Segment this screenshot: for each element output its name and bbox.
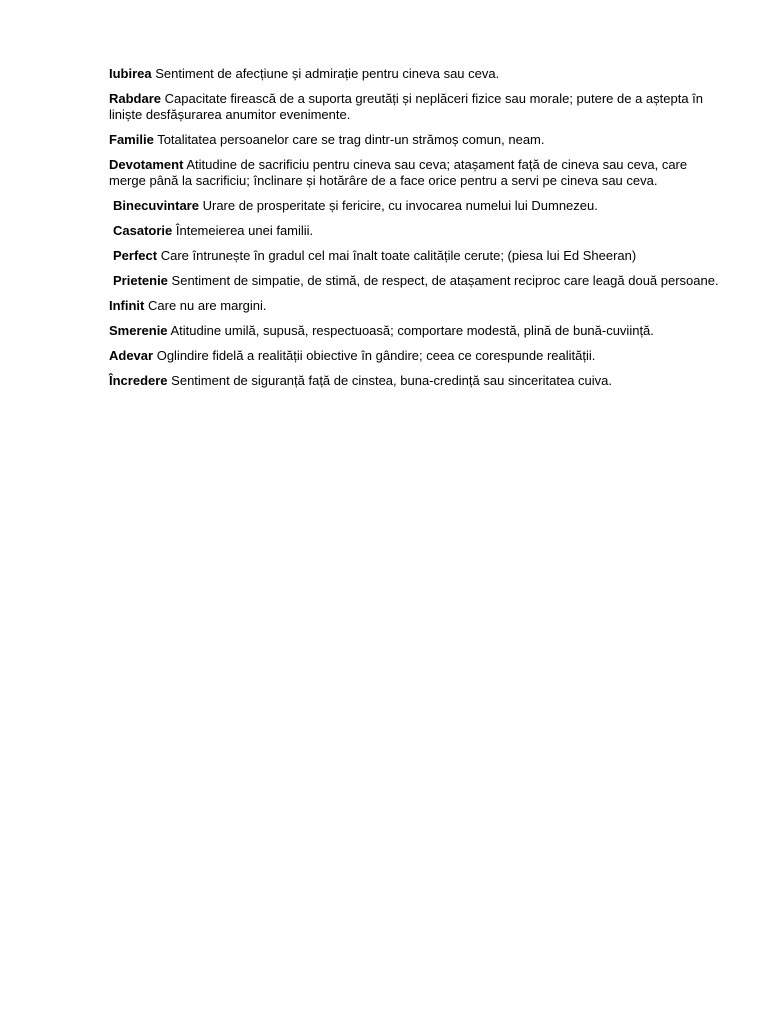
- entry-iubirea: [109, 66, 721, 82]
- entry-definition: Care nu are margini.: [148, 298, 267, 313]
- entry-definition: Urare de prosperitate și fericire, cu invocarea numelui lui Dumnezeu.: [202, 198, 598, 213]
- entry-devotament: [109, 157, 721, 189]
- document-page: [109, 66, 721, 398]
- entry-definition: Capacitate firească de a suporta greutăți și neplăceri fizice sau morale; putere de a aștepta în liniște desfășurarea anumitor evenimente.: [109, 91, 704, 122]
- entry-term: Familie: [109, 132, 154, 147]
- entry-term: Adevar: [109, 348, 154, 363]
- entry-prietenie: [109, 273, 721, 289]
- entry-term: Perfect: [113, 248, 158, 263]
- entry-smerenie: [109, 323, 721, 339]
- entry-adevar: [109, 348, 721, 364]
- entry-term: Infinit: [109, 298, 145, 313]
- entry-definition: Oglindire fidelă a realității obiective în gândire; ceea ce corespunde realității.: [156, 348, 596, 363]
- entry-familie: [109, 132, 721, 148]
- entry-perfect: [109, 248, 721, 264]
- entry-term: Rabdare: [109, 91, 162, 106]
- entry-definition: Care întrunește în gradul cel mai înalt toate calitățile cerute; (piesa lui Ed Sheeran): [160, 248, 637, 263]
- entry-casatorie: [109, 223, 721, 239]
- entry-rabdare: [109, 91, 721, 123]
- entry-term: Prietenie: [113, 273, 168, 288]
- entry-incredere: [109, 373, 721, 389]
- entry-definition: Sentiment de afecțiune și admirație pentru cineva sau ceva.: [155, 66, 500, 81]
- entry-infinit: [109, 298, 721, 314]
- entry-term: Devotament: [109, 157, 184, 172]
- entry-term: Încredere: [109, 373, 168, 388]
- entry-term: Binecuvintare: [113, 198, 199, 213]
- entry-definition: Atitudine umilă, supusă, respectuoasă; comportare modestă, plină de bună-cuviință.: [170, 323, 654, 338]
- entry-definition: Sentiment de siguranță față de cinstea, buna-credință sau sinceritatea cuiva.: [171, 373, 612, 388]
- entry-term: Casatorie: [113, 223, 173, 238]
- entry-definition: Întemeierea unei familii.: [175, 223, 314, 238]
- entry-definition: Atitudine de sacrificiu pentru cineva sau ceva; atașament față de cineva sau ceva, care merge până la sacrificiu; înclinare și hotărâre de a face orice pentru a servi pe cineva sau ceva.: [109, 157, 688, 188]
- entry-term: Iubirea: [109, 66, 152, 81]
- entry-definition: Totalitatea persoanelor care se trag dintr-un strămoș comun, neam.: [157, 132, 545, 147]
- entry-binecuvintare: [109, 198, 721, 214]
- entry-term: Smerenie: [109, 323, 168, 338]
- entry-definition: Sentiment de simpatie, de stimă, de respect, de atașament reciproc care leagă două persoane.: [171, 273, 719, 288]
